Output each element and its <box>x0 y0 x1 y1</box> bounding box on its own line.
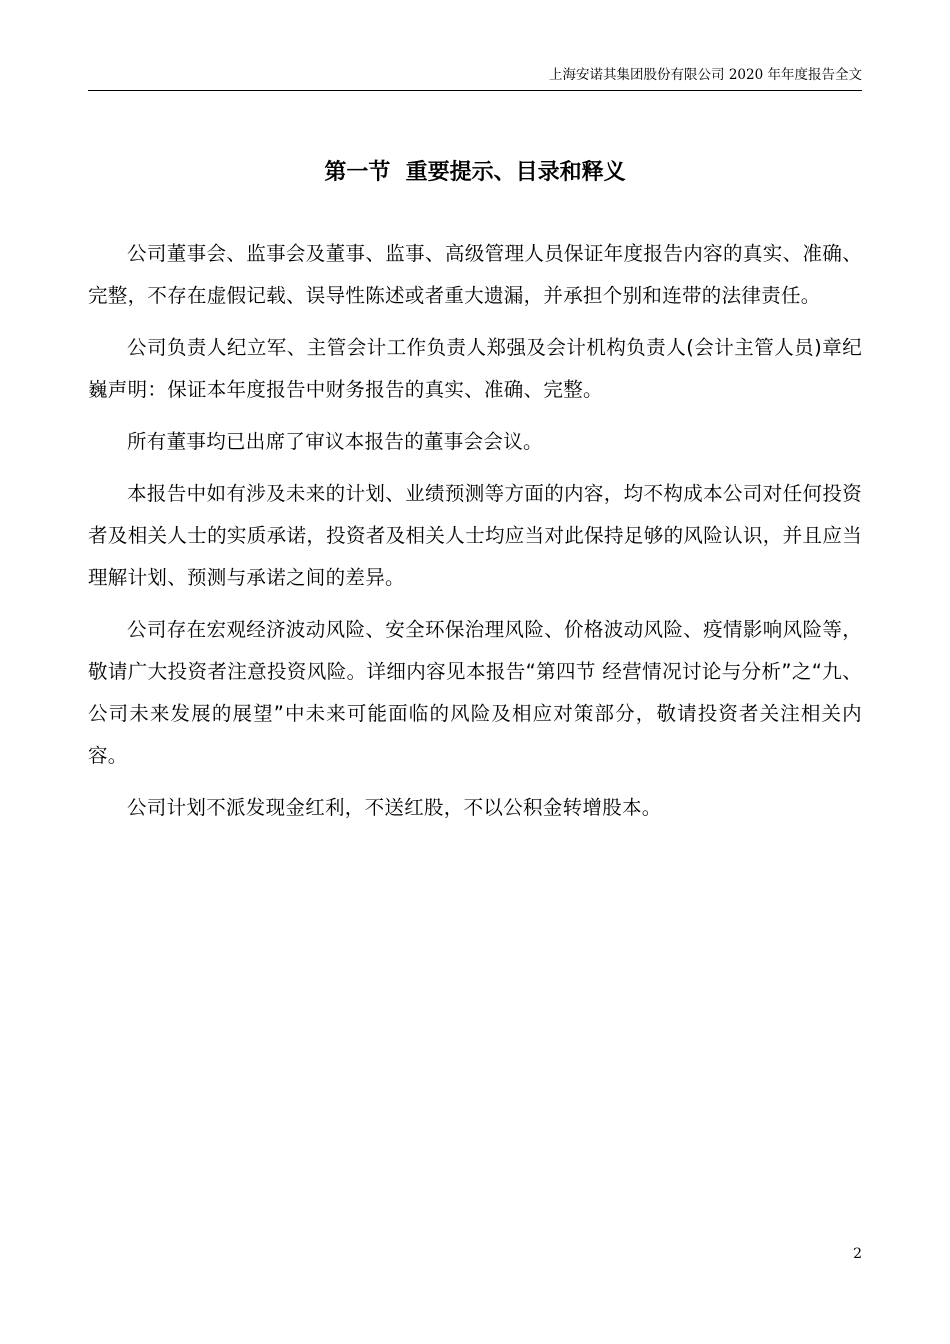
page-number: 2 <box>853 1246 862 1262</box>
paragraph-risk-warning: 公司存在宏观经济波动风险、安全环保治理风险、价格波动风险、疫情影响风险等，敬请广大投资者注意投资风险。详细内容见本报告“第四节 经营情况讨论与分析”之“九、公司未来发展的展望”中未来可能面临的风险及相应对策部分，敬请投资者关注相关内容。 <box>88 618 862 767</box>
header-title: 上海安诺其集团股份有限公司 2020 年年度报告全文 <box>549 67 862 83</box>
page-header <box>88 64 862 91</box>
paragraph-directors-attendance: 所有董事均已出席了审议本报告的董事会会议。 <box>127 430 543 453</box>
section-title: 第一节 重要提示、目录和释义 <box>324 160 626 185</box>
paragraph-dividend-plan: 公司计划不派发现金红利，不送红股，不以公积金转增股本。 <box>127 796 662 819</box>
paragraph-forward-looking: 本报告中如有涉及未来的计划、业绩预测等方面的内容，均不构成本公司对任何投资者及相关人士的实质承诺，投资者及相关人士均应当对此保持足够的风险认识，并且应当理解计划、预测与承诺之间的差异。 <box>88 482 862 589</box>
document-body <box>88 233 862 839</box>
paragraph-responsible-persons: 公司负责人纪立军、主管会计工作负责人郑强及会计机构负责人(会计主管人员)章纪巍声明：保证本年度报告中财务报告的真实、准确、完整。 <box>88 336 862 401</box>
paragraph-board-guarantee: 公司董事会、监事会及董事、监事、高级管理人员保证年度报告内容的真实、准确、完整，不存在虚假记载、误导性陈述或者重大遗漏，并承担个别和连带的法律责任。 <box>88 242 862 307</box>
